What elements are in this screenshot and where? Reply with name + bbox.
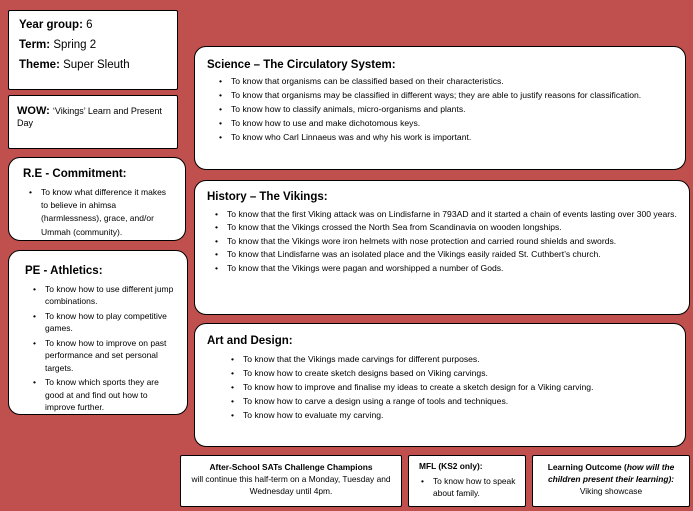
list-item: • To know how to use different jump combinations.: [45, 283, 177, 308]
list-item: • To know how to improve on past performance and set personal targets.: [45, 337, 177, 374]
list-item: • To know that the Vikings wore iron helmets with nose protection and carried round shields and swords.: [227, 235, 679, 247]
history-title: History – The Vikings:: [207, 191, 328, 203]
history-list: [227, 208, 679, 274]
list-item: • To know that the Vikings made carvings for different purposes.: [243, 353, 675, 366]
list-item: • To know that the first Viking attack was on Lindisfarne in 793AD and it started a chain of events lasting over 300 years.: [227, 208, 679, 220]
list-item: • To know how to speak about family.: [433, 476, 519, 499]
science-box: [194, 46, 686, 170]
re-title: R.E - Commitment:: [23, 168, 127, 180]
list-item: • To know how to classify animals, micro-organisms and plants.: [231, 103, 675, 116]
term-row: [19, 39, 167, 51]
theme-value: Super Sleuth: [63, 59, 130, 71]
list-item: • To know what difference it makes to believe in ahimsa (harmlessness), grace, and/or Ummah (community).: [41, 186, 175, 239]
list-item: • To know that organisms may be classified in different ways; they are able to justify reasons for classification.: [231, 89, 675, 102]
clubs-title: After-School SATs Challenge Champions: [209, 462, 373, 472]
term-label: Term:: [19, 39, 51, 51]
year-group-row: [19, 19, 167, 31]
term-value: Spring 2: [53, 39, 97, 51]
learning-outcome-title: [537, 462, 685, 486]
year-group-value: 6: [86, 19, 93, 31]
list-item: • To know who Carl Linnaeus was and why his work is important.: [231, 131, 675, 144]
pe-list: [45, 283, 177, 414]
list-item: • To know that the Vikings crossed the North Sea from Scandinavia on wooden longships.: [227, 221, 679, 233]
mfl-list: [433, 476, 519, 499]
theme-row: [19, 59, 167, 71]
learning-outcome-label: Learning Outcome (: [547, 462, 627, 472]
pe-title: PE - Athletics:: [25, 265, 103, 277]
list-item: • To know how to carve a design using a range of tools and techniques.: [243, 395, 675, 408]
science-list: [231, 75, 675, 143]
art-title: Art and Design:: [207, 335, 293, 347]
science-title: Science – The Circulatory System:: [207, 59, 396, 71]
list-item: • To know that Lindisfarne was an isolated place and the Vikings easily raided St. Cuthbert’s church.: [227, 248, 679, 260]
learning-outcome-question: how will the children present their learning):: [547, 462, 675, 484]
re-list: [41, 186, 175, 239]
wow-label: WOW:: [17, 105, 50, 117]
re-box: [8, 157, 186, 241]
list-item: • To know how to create sketch designs based on Viking carvings.: [243, 367, 675, 380]
learning-outcome-value: Viking showcase: [579, 485, 643, 496]
art-box: [194, 323, 686, 447]
info-box: [8, 10, 178, 90]
mfl-box: [408, 455, 526, 507]
art-list: [243, 353, 675, 421]
list-item: • To know how to improve and finalise my ideas to create a sketch design for a Viking carving.: [243, 381, 675, 394]
wow-value: ‘Vikings’ Learn and Present Day: [17, 106, 162, 128]
clubs-box: [180, 455, 402, 507]
list-item: • To know how to evaluate my carving.: [243, 409, 675, 422]
list-item: • To know which sports they are good at and find out how to improve further.: [45, 376, 177, 413]
pe-box: [8, 250, 188, 415]
list-item: • To know how to play competitive games.: [45, 310, 177, 335]
year-group-label: Year group:: [19, 19, 83, 31]
history-box: [194, 180, 690, 315]
wow-box: [8, 95, 178, 149]
learning-outcome-box: [532, 455, 690, 507]
list-item: • To know how to use and make dichotomous keys.: [231, 117, 675, 130]
list-item: • To know that organisms can be classified based on their characteristics.: [231, 75, 675, 88]
theme-label: Theme:: [19, 59, 60, 71]
clubs-text: will continue this half-term on a Monday, Tuesday and Wednesday until 4pm.: [191, 473, 391, 496]
list-item: • To know that the Vikings were pagan and worshipped a number of Gods.: [227, 262, 679, 274]
mfl-title: MFL (KS2 only):: [419, 461, 483, 471]
